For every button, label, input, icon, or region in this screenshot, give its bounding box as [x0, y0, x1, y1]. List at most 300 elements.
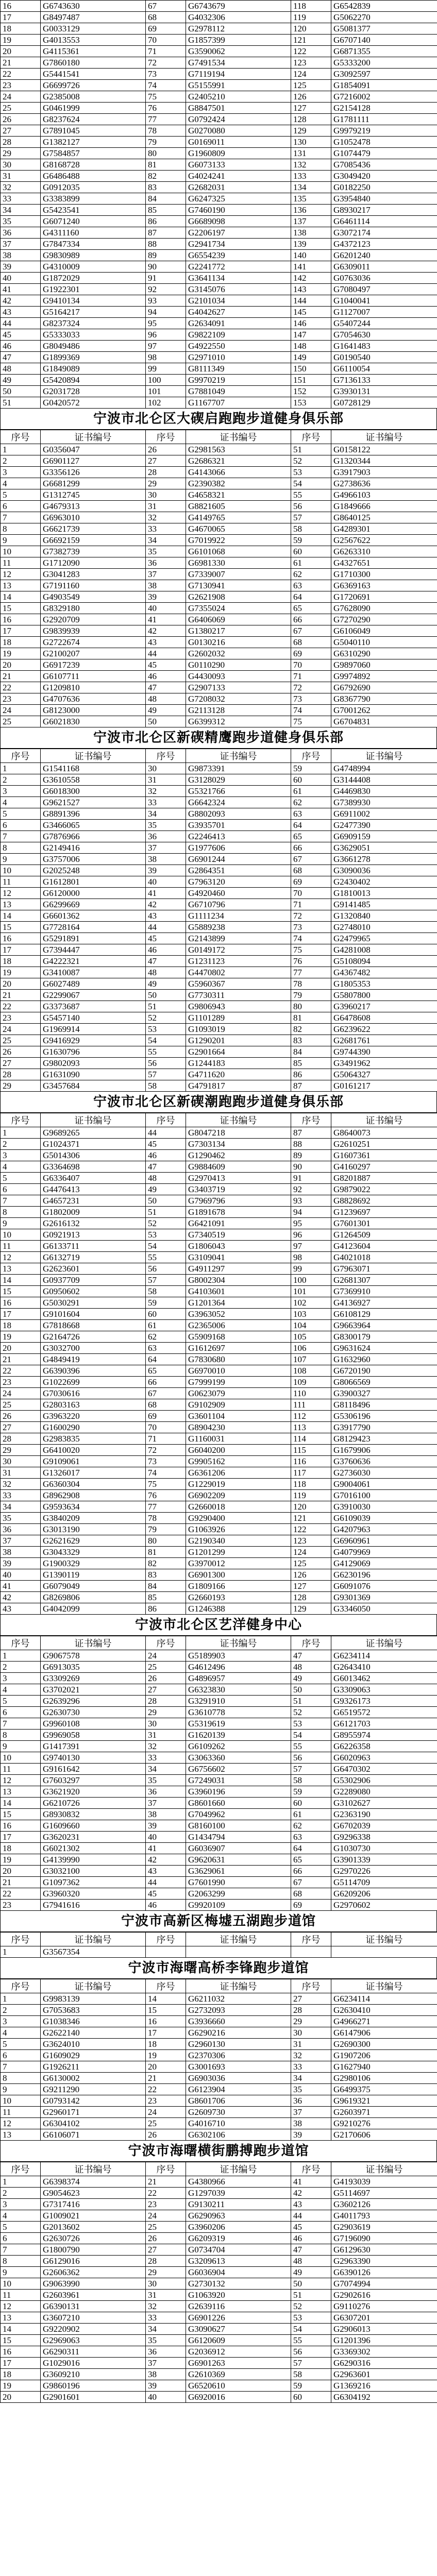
- seq-cell: 35: [1, 216, 41, 227]
- seq-cell: 3: [1, 2199, 41, 2210]
- table-row: [1, 261, 437, 273]
- cert-cell: G1201364: [186, 1297, 291, 1309]
- seq-cell: 91: [146, 273, 186, 284]
- seq-cell: 43: [291, 2199, 331, 2210]
- seq-cell: 72: [291, 910, 331, 922]
- table-row: [1, 1900, 437, 1911]
- seq-cell: 115: [291, 1445, 331, 1456]
- cert-cell: G9744390: [331, 1046, 437, 1058]
- seq-cell: 48: [1, 363, 41, 375]
- cert-cell: G1382127: [41, 137, 146, 148]
- cert-cell: G9663964: [331, 1320, 437, 1331]
- seq-cell: 58: [146, 1286, 186, 1297]
- seq-cell: 21: [1, 1354, 41, 1365]
- table-row: [1, 1730, 437, 1741]
- cert-cell: G2660193: [186, 1592, 291, 1603]
- seq-cell: 38: [146, 2369, 186, 2380]
- seq-cell: 33: [146, 1752, 186, 1764]
- table-row: [1, 1297, 437, 1309]
- seq-cell: 4: [1, 1161, 41, 1173]
- seq-cell: 28: [291, 2005, 331, 2016]
- cert-cell: G4149765: [186, 512, 291, 523]
- cert-cell: G6901263: [186, 2358, 291, 2369]
- cert-header: 证书编号: [331, 1113, 437, 1127]
- seq-cell: 42: [1, 295, 41, 307]
- seq-cell: 123: [291, 1535, 331, 1547]
- seq-cell: 8: [1, 2256, 41, 2267]
- cert-cell: G3954840: [331, 193, 437, 205]
- table-row: [1, 1433, 437, 1445]
- cert-cell: G2906013: [331, 2324, 437, 2335]
- cert-cell: G4911297: [186, 1263, 291, 1275]
- seq-cell: 49: [146, 705, 186, 716]
- cert-cell: G2246413: [186, 831, 291, 842]
- table-row: [1, 2107, 437, 2118]
- cert-cell: G3917790: [331, 1422, 437, 1433]
- cert-cell: G4896957: [186, 1673, 291, 1684]
- table-row: [1, 1513, 437, 1524]
- seq-cell: 127: [291, 103, 331, 114]
- cert-cell: G2630726: [41, 2233, 146, 2244]
- seq-cell: 143: [291, 284, 331, 295]
- cert-cell: G1899369: [41, 352, 146, 363]
- cert-cell: G4791817: [186, 1080, 291, 1092]
- table-row: [1, 341, 437, 352]
- seq-cell: 124: [291, 1547, 331, 1558]
- seq-cell: 13: [1, 1786, 41, 1798]
- cert-cell: G6554239: [186, 250, 291, 261]
- cert-cell: G0161217: [331, 1080, 437, 1092]
- cert-cell: G6901226: [186, 2312, 291, 2324]
- cert-cell: G1239697: [331, 1207, 437, 1218]
- cert-cell: G6642324: [186, 797, 291, 808]
- seq-cell: 90: [146, 261, 186, 273]
- seq-cell: 19: [1, 2380, 41, 2392]
- cert-cell: G2920709: [41, 614, 146, 625]
- seq-cell: 10: [1, 1752, 41, 1764]
- header-row: [1, 1979, 437, 1993]
- cert-cell: G2630730: [41, 1707, 146, 1718]
- seq-cell: 80: [291, 1001, 331, 1012]
- seq-cell: 21: [146, 2176, 186, 2188]
- seq-cell: 7: [1, 2244, 41, 2256]
- table-row: [1, 2039, 437, 2050]
- seq-header: 序号: [291, 430, 331, 444]
- cert-cell: G4207963: [331, 1524, 437, 1535]
- table-row: [1, 35, 437, 46]
- seq-cell: 87: [291, 1080, 331, 1092]
- seq-cell: 116: [291, 1456, 331, 1467]
- cert-cell: G6519572: [331, 1707, 437, 1718]
- cert-cell: G9210276: [331, 2118, 437, 2129]
- seq-cell: 6: [1, 2050, 41, 2061]
- seq-cell: 9: [1, 854, 41, 865]
- seq-cell: 50: [146, 716, 186, 727]
- seq-cell: 21: [1, 671, 41, 682]
- cert-header: 证书编号: [186, 430, 291, 444]
- cert-cell: G1612801: [41, 876, 146, 888]
- seq-cell: 96: [146, 329, 186, 341]
- seq-cell: 27: [1, 1422, 41, 1433]
- seq-cell: 20: [146, 2061, 186, 2073]
- seq-cell: 55: [146, 1046, 186, 1058]
- seq-cell: 69: [291, 648, 331, 659]
- seq-cell: 83: [146, 1569, 186, 1581]
- cert-cell: G9102909: [186, 1399, 291, 1411]
- cert-cell: G4042627: [186, 307, 291, 318]
- seq-cell: 75: [146, 91, 186, 103]
- seq-cell: 71: [146, 46, 186, 57]
- seq-cell: 46: [146, 1900, 186, 1911]
- table-row: [1, 1854, 437, 1866]
- seq-cell: 58: [291, 1775, 331, 1786]
- table-row: [1, 2392, 437, 2403]
- cert-cell: G6398374: [41, 2176, 146, 2188]
- cert-cell: G1390119: [41, 1569, 146, 1581]
- seq-cell: 10: [1, 865, 41, 876]
- table-row: [1, 1035, 437, 1046]
- table-row: [1, 159, 437, 171]
- cert-cell: G2289080: [331, 1786, 437, 1798]
- cert-cell: G6901300: [186, 1569, 291, 1581]
- cert-cell: G3960196: [186, 1786, 291, 1798]
- cert-cell: G6230196: [331, 1569, 437, 1581]
- cert-cell: G5407244: [331, 318, 437, 329]
- table-row: [1, 693, 437, 705]
- seq-cell: 57: [291, 512, 331, 523]
- cert-cell: G4470802: [186, 967, 291, 978]
- seq-cell: 28: [146, 1696, 186, 1707]
- cert-header: 证书编号: [186, 1636, 291, 1650]
- seq-cell: 4: [1, 797, 41, 808]
- seq-cell: 123: [291, 57, 331, 69]
- seq-cell: 73: [146, 1456, 186, 1467]
- cert-cell: G6130002: [41, 2073, 146, 2084]
- seq-cell: 38: [1, 1547, 41, 1558]
- seq-cell: 49: [291, 1673, 331, 1684]
- seq-cell: 36: [146, 557, 186, 569]
- table-row: [1, 1139, 437, 1150]
- table-row: [1, 1331, 437, 1343]
- cert-cell: G6147906: [331, 2027, 437, 2039]
- cert-header: 证书编号: [41, 430, 146, 444]
- cert-cell: G6091076: [331, 1581, 437, 1592]
- table-row: [1, 1024, 437, 1035]
- table-row: [1, 786, 437, 797]
- seq-cell: 15: [1, 603, 41, 614]
- seq-header: 序号: [291, 1979, 331, 1993]
- table-row: [1, 467, 437, 478]
- seq-cell: 63: [146, 1343, 186, 1354]
- seq-cell: 25: [1, 103, 41, 114]
- table-row: [1, 648, 437, 659]
- cert-cell: G6247325: [186, 193, 291, 205]
- cert-cell: G1849089: [41, 363, 146, 375]
- seq-cell: 31: [1, 1467, 41, 1479]
- cert-cell: G6108129: [331, 1309, 437, 1320]
- seq-cell: 22: [1, 1365, 41, 1377]
- cert-cell: G3144408: [331, 774, 437, 786]
- cert-cell: G2610369: [186, 2369, 291, 2380]
- seq-cell: 62: [291, 569, 331, 580]
- cert-cell: G6120609: [186, 2335, 291, 2346]
- cert-cell: G2634091: [186, 318, 291, 329]
- cert-cell: G1022699: [41, 1377, 146, 1388]
- section-title: 宁波市海曙横街鹏搏跑步道馆: [0, 2141, 437, 2162]
- cert-cell: G8168728: [41, 159, 146, 171]
- seq-cell: 47: [1, 352, 41, 363]
- seq-cell: 97: [146, 341, 186, 352]
- cert-cell: G3970012: [186, 1558, 291, 1569]
- seq-cell: 3: [1, 1150, 41, 1161]
- table-row: [1, 1832, 437, 1843]
- seq-cell: 70: [291, 888, 331, 899]
- cert-cell: G9004061: [331, 1479, 437, 1490]
- seq-header: 序号: [1, 1979, 41, 1993]
- seq-cell: 36: [146, 2346, 186, 2358]
- cert-cell: G6410020: [41, 1445, 146, 1456]
- table-row: [1, 2244, 437, 2256]
- cert-cell: G6702039: [331, 1820, 437, 1832]
- seq-cell: 111: [291, 1399, 331, 1411]
- seq-cell: 24: [1, 705, 41, 716]
- seq-cell: 18: [1, 637, 41, 648]
- seq-cell: 25: [1, 1035, 41, 1046]
- cert-cell: G6920016: [186, 2392, 291, 2403]
- seq-cell: 44: [146, 922, 186, 933]
- cert-cell: G1052478: [331, 137, 437, 148]
- seq-cell: 120: [291, 23, 331, 35]
- seq-cell: 72: [146, 57, 186, 69]
- cert-cell: G7355024: [186, 603, 291, 614]
- cert-cell: G3043329: [41, 1547, 146, 1558]
- seq-cell: 5: [1, 1696, 41, 1707]
- seq-cell: 27: [291, 1993, 331, 2005]
- cert-cell: G0763036: [331, 273, 437, 284]
- seq-cell: 50: [146, 1195, 186, 1207]
- table-row: [1, 1080, 437, 1092]
- seq-cell: 79: [291, 990, 331, 1001]
- cert-cell: G9326173: [331, 1696, 437, 1707]
- table-row: [1, 1399, 437, 1411]
- section-title: 宁波市北仑区新碶精鹰跑步道健身俱乐部: [0, 727, 437, 749]
- cert-cell: G6871355: [331, 46, 437, 57]
- cert-cell: G2941734: [186, 239, 291, 250]
- seq-cell: 43: [146, 637, 186, 648]
- seq-cell: 25: [1, 1399, 41, 1411]
- cert-cell: G5333033: [41, 329, 146, 341]
- table-row: [1, 1354, 437, 1365]
- seq-cell: 38: [146, 854, 186, 865]
- cert-cell: G5321766: [186, 786, 291, 797]
- seq-cell: 21: [1, 57, 41, 69]
- seq-cell: 16: [1, 933, 41, 944]
- cert-cell: G0728129: [331, 397, 437, 409]
- cert-header: 证书编号: [331, 430, 437, 444]
- cert-cell: G2100207: [41, 648, 146, 659]
- seq-cell: 20: [1, 1343, 41, 1354]
- cert-cell: G2960171: [41, 2107, 146, 2118]
- cert-cell: G7196090: [331, 2233, 437, 2244]
- cert-cell: G7941616: [41, 1900, 146, 1911]
- cert-cell: G8237624: [41, 114, 146, 125]
- seq-cell: 19: [1, 1331, 41, 1343]
- table-row: [1, 1569, 437, 1581]
- seq-cell: 132: [291, 159, 331, 171]
- cert-cell: G1857399: [186, 35, 291, 46]
- cert-cell: G1800790: [41, 2244, 146, 2256]
- seq-cell: 119: [291, 1490, 331, 1501]
- seq-cell: 59: [146, 1297, 186, 1309]
- table-row: [1, 2290, 437, 2301]
- seq-cell: 50: [146, 990, 186, 1001]
- seq-cell: 100: [291, 1275, 331, 1286]
- cert-cell: G4289301: [331, 523, 437, 535]
- table-row: [1, 763, 437, 774]
- cert-cell: G2164726: [41, 1331, 146, 1343]
- table-row: [1, 1320, 437, 1331]
- table-row: [1, 2061, 437, 2073]
- seq-cell: 83: [146, 182, 186, 193]
- seq-cell: 38: [146, 580, 186, 591]
- cert-cell: G2170606: [331, 2129, 437, 2141]
- cert-cell: G1781111: [331, 114, 437, 125]
- header-row: [1, 1933, 437, 1946]
- seq-cell: 29: [1, 1445, 41, 1456]
- cert-cell: G8601660: [186, 1798, 291, 1809]
- seq-cell: 29: [1, 1080, 41, 1092]
- cert-cell: G1038346: [41, 2016, 146, 2027]
- seq-cell: 32: [291, 2050, 331, 2061]
- seq-cell: 21: [1, 1877, 41, 1888]
- seq-cell: 36: [146, 1786, 186, 1798]
- cert-cell: G1246388: [186, 1603, 291, 1615]
- seq-cell: 40: [146, 876, 186, 888]
- cert-cell: G3373687: [41, 1001, 146, 1012]
- seq-cell: 16: [1, 2346, 41, 2358]
- seq-cell: 6: [1, 1184, 41, 1195]
- seq-cell: 29: [146, 478, 186, 489]
- cert-cell: G6133711: [41, 1241, 146, 1252]
- cert-cell: G6913035: [41, 1662, 146, 1673]
- table-row: [1, 363, 437, 375]
- seq-cell: 47: [146, 956, 186, 967]
- table-row: [1, 1993, 437, 2005]
- seq-cell: 23: [1, 80, 41, 91]
- cert-cell: G3090627: [186, 2324, 291, 2335]
- cert-cell: G3840209: [41, 1513, 146, 1524]
- seq-cell: 52: [291, 1707, 331, 1718]
- seq-cell: 22: [1, 1888, 41, 1900]
- seq-cell: 44: [1, 318, 41, 329]
- cert-cell: G3917903: [331, 467, 437, 478]
- cert-cell: G4612496: [186, 1662, 291, 1673]
- seq-cell: 127: [291, 1581, 331, 1592]
- seq-cell: 24: [1, 1388, 41, 1399]
- seq-cell: 34: [146, 535, 186, 546]
- cert-cell: G4711620: [186, 1069, 291, 1080]
- cert-cell: G5306196: [331, 1411, 437, 1422]
- table-row: [1, 1501, 437, 1513]
- seq-cell: 13: [1, 1263, 41, 1275]
- seq-cell: 114: [291, 1433, 331, 1445]
- seq-cell: 39: [146, 865, 186, 876]
- cert-cell: G4920460: [186, 888, 291, 899]
- cert-cell: G8930832: [41, 1809, 146, 1820]
- seq-cell: 53: [146, 1024, 186, 1035]
- cert-cell: G5960367: [186, 978, 291, 990]
- seq-cell: 8: [1, 523, 41, 535]
- cert-cell: G1417391: [41, 1741, 146, 1752]
- seq-cell: 5: [1, 489, 41, 501]
- table-row: [1, 1184, 437, 1195]
- seq-cell: 13: [1, 899, 41, 910]
- cert-cell: G2606362: [41, 2267, 146, 2278]
- section-title: 宁波市北仑区大碶启跑跑步道健身俱乐部: [0, 409, 437, 430]
- table-row: [1, 922, 437, 933]
- cert-cell: G6307201: [331, 2312, 437, 2324]
- seq-cell: 2: [1, 774, 41, 786]
- cert-cell: G3641134: [186, 273, 291, 284]
- seq-cell: 90: [291, 1161, 331, 1173]
- cert-cell: G3629061: [186, 1866, 291, 1877]
- cert-cell: G9141485: [331, 899, 437, 910]
- table-row: [1, 1456, 437, 1467]
- seq-cell: 83: [291, 1035, 331, 1046]
- seq-cell: 68: [146, 12, 186, 23]
- table-row: [1, 114, 437, 125]
- cert-cell: G6290216: [186, 2027, 291, 2039]
- cert-cell: G1369216: [331, 2380, 437, 2392]
- cert-cell: G2154128: [331, 103, 437, 114]
- seq-cell: 91: [291, 1173, 331, 1184]
- cert-cell: G2960130: [186, 2039, 291, 2050]
- cert-cell: G9873391: [186, 763, 291, 774]
- seq-cell: 74: [146, 1467, 186, 1479]
- table-row: [1, 1252, 437, 1263]
- seq-cell: 10: [1, 2095, 41, 2107]
- cert-cell: G1969914: [41, 1024, 146, 1035]
- seq-cell: 15: [1, 2335, 41, 2346]
- seq-cell: 108: [291, 1365, 331, 1377]
- cert-cell: G6390126: [331, 2267, 437, 2278]
- cert-cell: G3090036: [331, 865, 437, 876]
- seq-cell: 8: [1, 2073, 41, 2084]
- seq-cell: 77: [291, 967, 331, 978]
- cert-cell: G8123000: [41, 705, 146, 716]
- table-row: [1, 2380, 437, 2392]
- seq-cell: 66: [291, 842, 331, 854]
- seq-cell: 152: [291, 386, 331, 397]
- seq-cell: 121: [291, 35, 331, 46]
- seq-cell: 26: [1, 1411, 41, 1422]
- seq-header: 序号: [291, 2162, 331, 2176]
- seq-cell: 20: [1, 659, 41, 671]
- cert-cell: G9740130: [41, 1752, 146, 1764]
- seq-cell: 86: [146, 216, 186, 227]
- seq-cell: 35: [146, 1775, 186, 1786]
- seq-cell: 18: [1, 23, 41, 35]
- seq-cell: 24: [146, 1650, 186, 1662]
- cert-cell: G5319619: [186, 1718, 291, 1730]
- cert-cell: G2622140: [41, 2027, 146, 2039]
- seq-cell: 35: [1, 1513, 41, 1524]
- seq-cell: 17: [1, 1832, 41, 1843]
- cert-cell: G2902616: [331, 2290, 437, 2301]
- section-table: [0, 430, 437, 727]
- cert-cell: G8821605: [186, 501, 291, 512]
- seq-cell: 11: [1, 2107, 41, 2118]
